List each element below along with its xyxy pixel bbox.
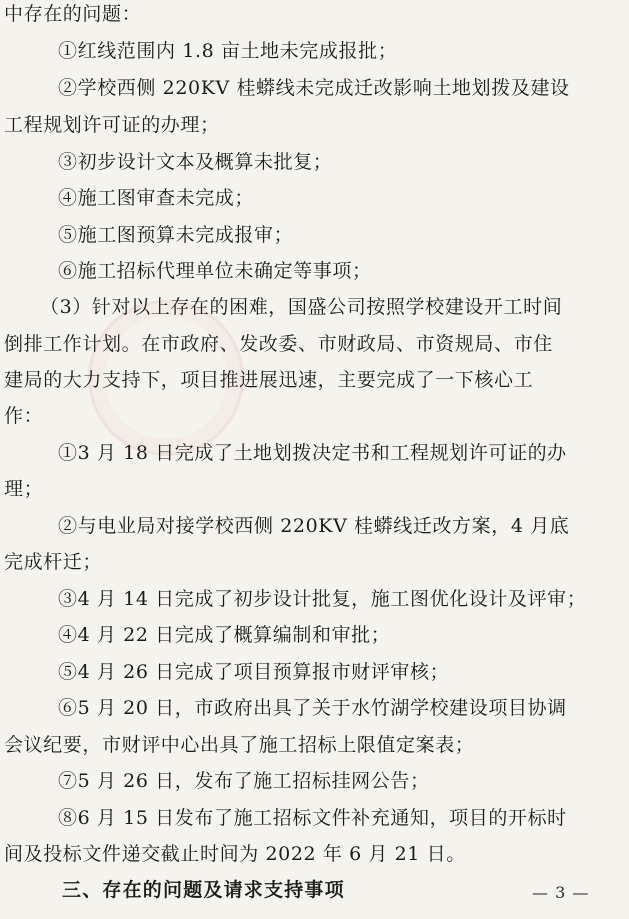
text-line: ①红线范围内 1.8 亩土地未完成报批；	[58, 40, 398, 62]
text-line: ③初步设计文本及概算未批复；	[58, 151, 333, 173]
text-line: ①3 月 18 日完成了土地划拨决定书和工程规划许可证的办	[58, 442, 567, 464]
text-line: 理；	[4, 478, 44, 500]
text-line: 工程规划许可证的办理；	[4, 114, 220, 136]
text-line: ⑥5 月 20 日，市政府出具了关于水竹湖学校建设项目协调	[58, 697, 567, 719]
text-line: ⑤施工图预算未完成报审；	[58, 224, 294, 246]
text-line: ⑦5 月 26 日，发布了施工招标挂网公告；	[58, 770, 430, 792]
text-line: 建局的大力支持下，项目推进展迅速，主要完成了一下核心工	[4, 369, 534, 391]
text-line: 倒排工作计划。在市政府、发改委、市财政局、市资规局、市住	[4, 333, 553, 355]
text-line: ⑥施工招标代理单位未确定等事项；	[58, 260, 372, 282]
text-line: ④施工图审查未完成；	[58, 187, 255, 209]
section-heading: 三、存在的问题及请求支持事项	[62, 879, 345, 901]
text-line: （3）针对以上存在的困难，国盛公司按照学校建设开工时间	[40, 296, 563, 318]
text-line: 完成杆迁；	[4, 551, 103, 573]
text-line: ④4 月 22 日完成了概算编制和审批；	[58, 624, 391, 646]
text-line: 中存在的问题：	[4, 3, 142, 25]
text-line: ⑧6 月 15 日发布了施工招标文件补充通知，项目的开标时	[58, 807, 567, 829]
page-number: — 3 —	[532, 883, 590, 902]
text-line: 作：	[4, 405, 44, 427]
text-line: ⑤4 月 26 日完成了项目预算报市财评审核；	[58, 661, 450, 683]
text-line: ③4 月 14 日完成了初步设计批复，施工图优化设计及评审；	[58, 588, 587, 610]
text-line: 间及投标文件递交截止时间为 2022 年 6 月 21 日。	[4, 843, 466, 865]
text-line: ②与电业局对接学校西侧 220KV 桂蟒线迁改方案，4 月底	[58, 515, 570, 537]
text-line: 会议纪要，市财评中心出具了施工招标上限值定案表；	[4, 734, 475, 756]
text-line: ②学校西侧 220KV 桂蟒线未完成迁改影响土地划拨及建设	[58, 77, 570, 99]
